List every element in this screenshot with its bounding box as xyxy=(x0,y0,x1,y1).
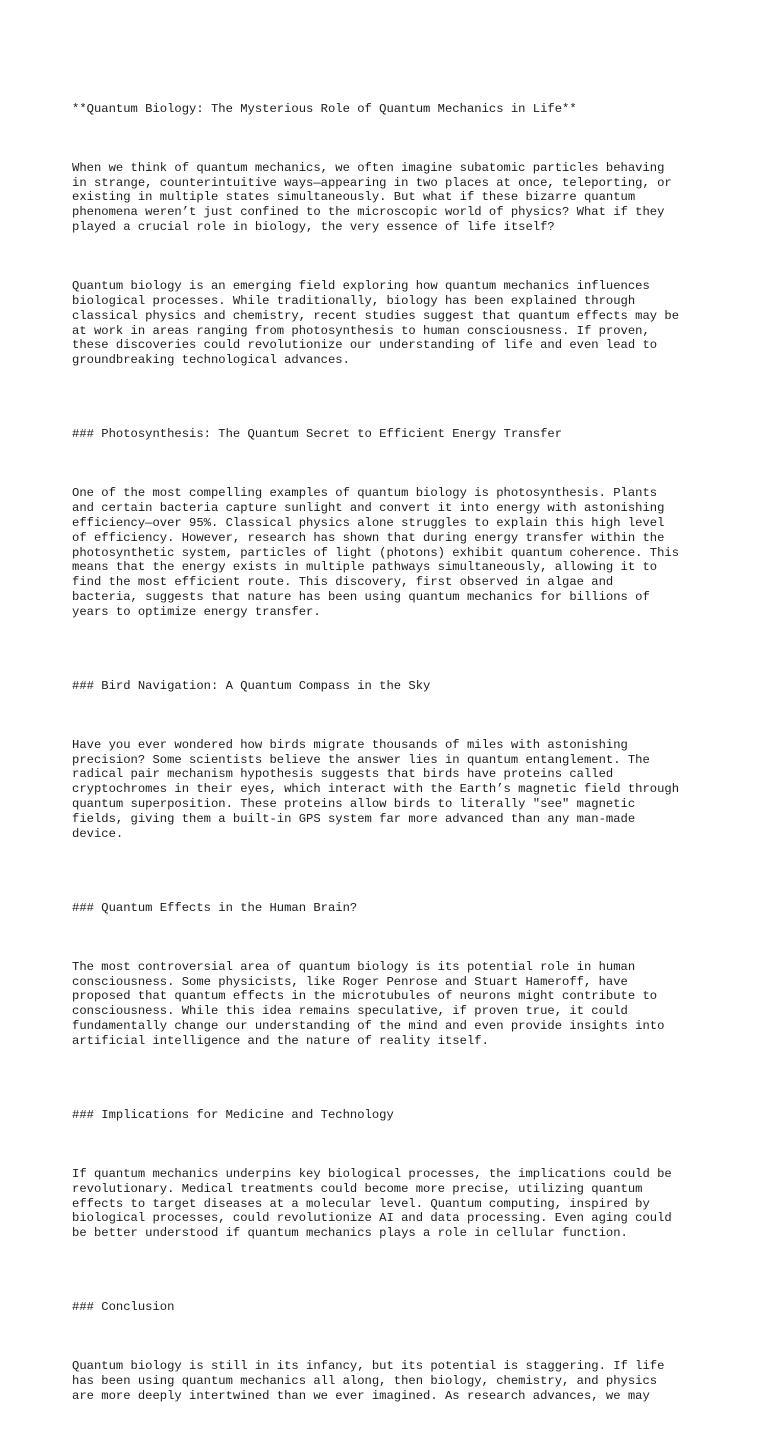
document-page xyxy=(72,72,712,1433)
section-body-conclusion: Quantum biology is still in its infancy, but its potential is staggering. If life has been using quantum mechanics all along, then biology, chemistry, and physics are more deeply intertwined than we ever imagined. As research advances, we may xyxy=(72,1359,665,1403)
section-heading-human-brain: ### Quantum Effects in the Human Brain? xyxy=(72,900,358,915)
section-body-human-brain: The most controversial area of quantum biology is its potential role in human consciousness. Some physicists, like Roger Penrose and Stuart Hameroff, have proposed that quantum effects in the microtubules of neurons might contribute to consciousness. While this idea remains speculative, if proven true, it could fundamentally change our understanding of the mind and even provide insights into artificial intelligence and the nature of reality itself. xyxy=(72,959,665,1048)
section-body-implications: If quantum mechanics underpins key biological processes, the implications could be revolutionary. Medical treatments could become more precise, utilizing quantum effects to target diseases at a molecular level. Quantum computing, inspired by biological processes, could revolutionize AI and data processing. Even aging could be better understood if quantum mechanics plays a role in cellular function. xyxy=(72,1166,672,1241)
section-body-bird-navigation: Have you ever wondered how birds migrate thousands of miles with astonishing precision? Some scientists believe the answer lies in quantum entanglement. The radical pair mechanism hypothesis suggests that birds have proteins called cryptochromes in their eyes, which interact with the Earth’s magnetic field through quantum superposition. These proteins allow birds to literally "see" magnetic fields, giving them a built-in GPS system far more advanced than any man-made device. xyxy=(72,737,680,841)
section-heading-implications: ### Implications for Medicine and Technology xyxy=(72,1107,394,1122)
section-heading-bird-navigation: ### Bird Navigation: A Quantum Compass in the Sky xyxy=(72,678,431,693)
section-heading-photosynthesis: ### Photosynthesis: The Quantum Secret to Efficient Energy Transfer xyxy=(72,427,563,442)
intro-paragraph-2: Quantum biology is an emerging field exploring how quantum mechanics influences biological processes. While traditionally, biology has been explained through classical physics and chemistry, recent studies suggest that quantum effects may be at work in areas ranging from photosynthesis to human consciousness. If proven, these discoveries could revolutionize our understanding of life and even lead to groundbreaking technological advances. xyxy=(72,279,680,368)
section-body-photosynthesis: One of the most compelling examples of quantum biology is photosynthesis. Plants and certain bacteria capture sunlight and convert it into energy with astonishing efficiency—over 95%. Classical physics alone struggles to explain this high level of efficiency. However, research has shown that during energy transfer within the photosynthetic system, particles of light (photons) exhibit quantum coherence. This means that the energy exists in multiple pathways simultaneously, allowing it to find the most efficient route. This discovery, first observed in algae and bacteria, suggests that nature has been using quantum mechanics for billions of years to optimize energy transfer. xyxy=(72,486,680,619)
document-title: **Quantum Biology: The Mysterious Role of Quantum Mechanics in Life** xyxy=(72,101,577,116)
section-heading-conclusion: ### Conclusion xyxy=(72,1300,175,1315)
intro-paragraph-1: When we think of quantum mechanics, we often imagine subatomic particles behaving in strange, counterintuitive ways—appearing in two places at once, teleporting, or existing in multiple states simultaneously. But what if these bizarre quantum phenomena weren’t just confined to the microscopic world of physics? What if they played a crucial role in biology, the very essence of life itself? xyxy=(72,160,672,234)
